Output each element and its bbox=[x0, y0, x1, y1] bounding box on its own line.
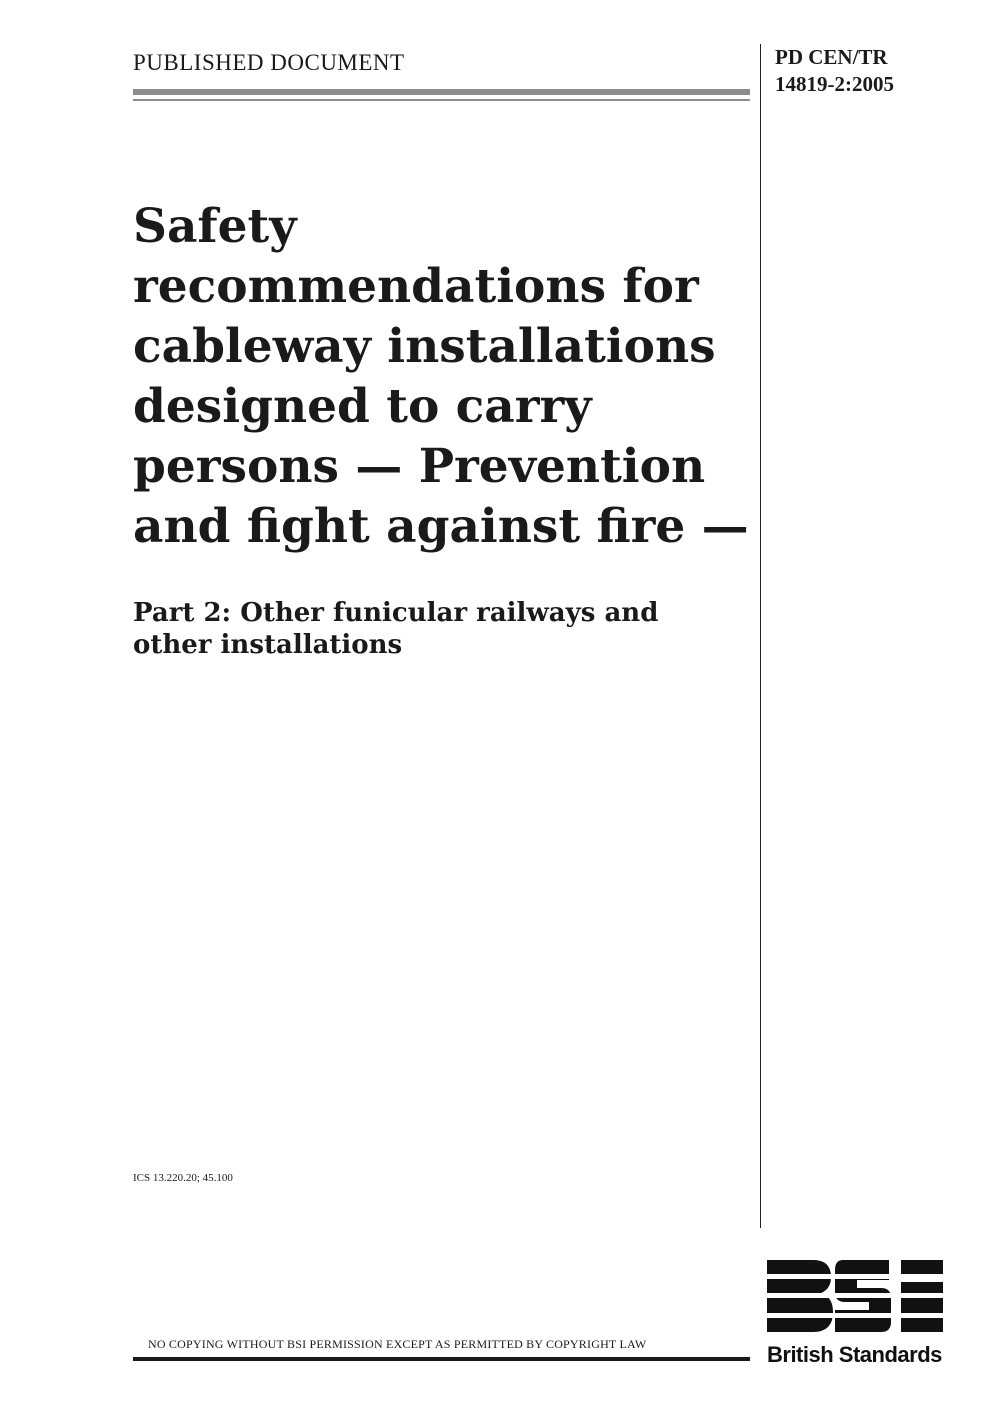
copyright-notice: NO COPYING WITHOUT BSI PERMISSION EXCEPT AS PERMITTED BY COPYRIGHT LAW bbox=[148, 1337, 647, 1351]
subtitle-line: Part 2: Other funicular railways and bbox=[133, 598, 659, 628]
document-number bbox=[775, 44, 894, 98]
title-line: persons — Prevention bbox=[133, 439, 706, 494]
document-number-line-1: PD CEN/TR bbox=[775, 45, 888, 69]
title-line: designed to carry bbox=[133, 379, 592, 434]
document-number-line-2: 14819-2:2005 bbox=[775, 72, 894, 96]
title-line: recommendations for bbox=[133, 259, 699, 314]
document-subtitle bbox=[133, 597, 753, 661]
ics-code: ICS 13.220.20; 45.100 bbox=[133, 1172, 233, 1184]
document-type-label: PUBLISHED DOCUMENT bbox=[133, 50, 405, 75]
subtitle-line: other installations bbox=[133, 630, 403, 660]
header-rule-thin bbox=[133, 99, 750, 101]
vertical-divider bbox=[760, 44, 761, 1228]
footer-rule bbox=[133, 1357, 750, 1361]
document-title bbox=[133, 197, 753, 557]
title-line: Safety bbox=[133, 199, 297, 254]
title-line: cableway installations bbox=[133, 319, 716, 374]
title-line: and fight against fire — bbox=[133, 499, 749, 554]
bsi-tagline: British Standards bbox=[767, 1342, 942, 1367]
header-rule-thick bbox=[133, 89, 750, 95]
